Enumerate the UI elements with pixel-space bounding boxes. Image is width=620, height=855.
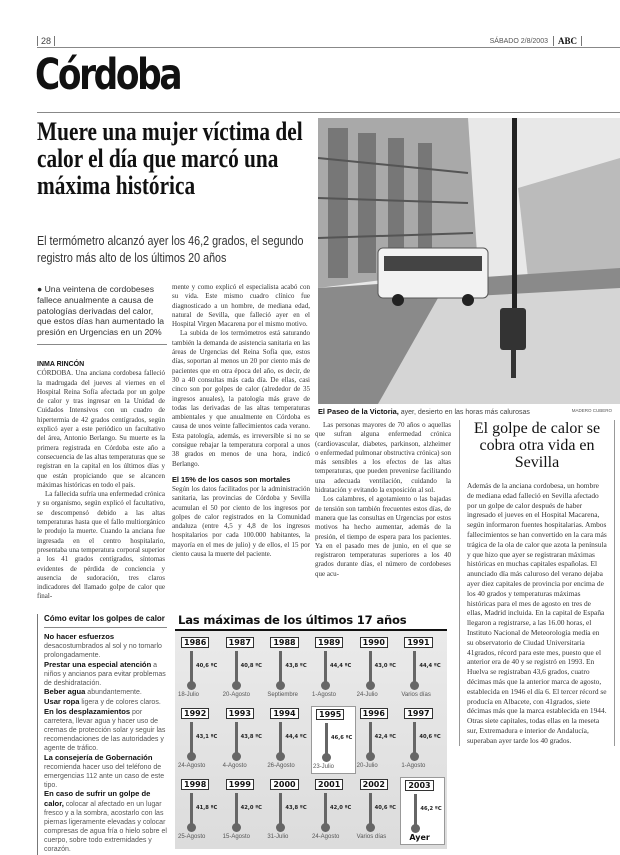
photo-image	[318, 118, 620, 404]
record-date: 24-Agosto	[312, 834, 340, 840]
year-label: 1996	[360, 708, 388, 719]
temperature-value: 44,4 ºC	[330, 663, 352, 669]
year-label: 1990	[360, 637, 388, 648]
temperature-value: 43,8 ºC	[285, 663, 307, 669]
record-date: Varios días	[401, 692, 431, 698]
temperature-value: 40,6 ºC	[196, 663, 218, 669]
thermometer-bulb	[321, 823, 330, 832]
thermometer-icon	[369, 793, 372, 825]
tips-sidebar	[37, 614, 167, 855]
thermometer-1989	[311, 635, 356, 703]
thermometer-1995	[311, 706, 356, 774]
temperature-infographic	[175, 611, 447, 849]
record-date: 20-Julio	[356, 763, 378, 769]
thermometer-1988	[266, 635, 311, 703]
year-label: 1986	[181, 637, 209, 648]
record-date: 1-Agosto	[401, 763, 426, 769]
thermometer-icon	[413, 651, 416, 683]
temperature-value: 42,4 ºC	[374, 734, 396, 740]
paragraph: Las personas mayores de 70 años o aquellas que sufran alguna enfermedad crónica (cardiovascular, diabetes, parkinson, alzheimer o enfermedad pulmonar obstructiva crónica) son más sensibles a los efectos de las altas temperaturas, que pueden prevenirse facilitando una adecuada ventilación, cuidando la hidratación y evitando la exposición al sol.	[315, 421, 451, 495]
paragraph: CÓRDOBA. Una anciana cordobesa falleció la madrugada del jueves al viernes en el Hospital Reina Sofía afectada por un golpe de calor y tras ingresar en la Unidad de Cuidados Intensivos con un cuadro de hipertermia de 42 grados centígrados, según explicó ayer a este periódico un facultativo del área, Antonio Berlango. Su muerte es la primera registrada en Córdoba este año a consecuencia de las altas temperaturas que se registran en la capital en los últimos días y que están propiciando que se alcancen máximas históricas en todo el país.	[37, 369, 165, 489]
dateline	[490, 36, 582, 46]
thermometer-icon	[235, 722, 238, 754]
thermometer-2001	[311, 777, 356, 845]
thermometer-icon	[279, 651, 282, 683]
thermometer-bulb	[410, 752, 419, 761]
section-subtitle: El 15% de los casos son mortales	[172, 474, 291, 484]
year-label: 1994	[270, 708, 298, 719]
year-label: 2001	[315, 779, 343, 790]
thermometer-1986	[177, 635, 222, 703]
record-date: Ayer	[409, 833, 430, 842]
record-date: 26-Agosto	[267, 763, 295, 769]
issue-date: SÁBADO 2/8/2003	[489, 37, 548, 45]
tip-item	[44, 708, 167, 754]
article-column-3	[315, 421, 451, 579]
thermometer-icon	[190, 651, 193, 683]
thermometer-icon	[325, 723, 328, 755]
thermometer-bulb	[321, 681, 330, 690]
thermometer-1987	[222, 635, 267, 703]
tip-item	[44, 633, 167, 661]
thermometer-icon	[235, 793, 238, 825]
temperature-value: 43,0 ºC	[374, 663, 396, 669]
tip-text: abundantemente.	[85, 689, 142, 697]
thermometer-bulb	[276, 752, 285, 761]
year-label: 1992	[181, 708, 209, 719]
year-label: 2003	[405, 780, 433, 791]
thermometer-bulb	[366, 752, 375, 761]
temperature-value: 42,0 ºC	[240, 805, 262, 811]
thermometer-icon	[279, 793, 282, 825]
tip-text: por carretera, llevar agua y hacer uso de cremas de protección solar y seguir las recomendaciones de las autoridades y agente de tráfico.	[44, 709, 166, 752]
tip-title: Beber agua	[44, 687, 86, 697]
temperature-value: 46,6 ºC	[331, 735, 353, 741]
thermometer-icon	[235, 651, 238, 683]
year-label: 1997	[404, 708, 432, 719]
thermometer-1992	[177, 706, 222, 774]
infographic-title: Las máximas de los últimos 17 años	[175, 611, 447, 631]
thermometer-bulb	[187, 823, 196, 832]
record-date: 25-Agosto	[178, 834, 206, 840]
thermometer-icon	[414, 794, 417, 826]
paragraph: Según los datos facilitados por la administración sanitaria, las provincias de Córdoba y Sevilla acumulan el 50 por ciento de los ingresos por golpes de calor registrados en la Comunidad andaluza (entre 4,5 y 4,8 de los ingresos hospitalarios por cada 100.000 habitantes, la mayoría en el mes de julio) y de ellos, el 15 por ciento causa la muerte del paciente.	[172, 484, 310, 559]
temperature-value: 41,8 ºC	[196, 805, 218, 811]
thermometer-bulb	[322, 753, 331, 762]
street-photo	[318, 118, 620, 404]
temperature-value: 43,8 ºC	[285, 805, 307, 811]
record-date: 20-Agosto	[222, 692, 251, 698]
thermometer-bulb	[232, 823, 241, 832]
thermometer-1996	[356, 706, 401, 774]
thermometer-icon	[190, 793, 193, 825]
caption-location: El Paseo de la Victoria,	[318, 407, 399, 416]
year-label: 1987	[226, 637, 254, 648]
record-date: Varios días	[356, 834, 387, 840]
tip-title: En los desplazamientos	[44, 707, 131, 717]
paragraph: mente y como explicó el especialista acabó con su vida. Este mismo cuadro clínico fue diagnosticado a un hombre, de mediana edad, natural de Sevilla, que falleció ayer en el Hospital Virgen Macarena por el mismo motivo.	[172, 283, 310, 329]
temperature-value: 44,4 ºC	[285, 734, 307, 740]
year-label: 2002	[360, 779, 388, 790]
thermometer-1993	[222, 706, 267, 774]
year-label: 1988	[270, 637, 298, 648]
tip-title: En caso de sufrir un golpe de calor,	[44, 789, 151, 809]
tip-text: a niños y ancianos para evitar problemas de deshidratación.	[44, 661, 166, 687]
thermometer-bulb	[366, 823, 375, 832]
tip-title: No hacer esfuerzos	[44, 632, 115, 641]
tip-text: ligera y de colores claros.	[79, 699, 161, 707]
paragraph: La subida de los termómetros está saturando también la demanda de asistencia sanitaria en las áreas de Urgencias del Reina Sofía que, estos días, soportan al menos un 20 por ciento más de pacientes que en otra época del año, es decir, de 30 a 40 consultas más cada día. De ellas, casi cinco son por golpes de calor (alrededor de 35 ingresos anuales), la patología más grave de todas las derivadas de las altas temperaturas ambientales y que anualmente en Córdoba es causa de unos veinte fallecimientos cada verano. Esta patología, además, es irreversible si no se consigue rebajar la temperatura corporal a unos 38 grados en menos de una hora, indicó Berlango.	[172, 329, 310, 468]
record-date: 4-Agosto	[222, 763, 247, 769]
year-label: 1989	[315, 637, 343, 648]
temperature-value: 40,6 ºC	[374, 805, 396, 811]
thermometer-1999	[222, 777, 267, 845]
record-date: Septiembre	[267, 692, 299, 698]
related-article-title: El golpe de calor se cobra otra vida en Sevilla	[473, 420, 601, 471]
record-date: 15-Agosto	[222, 834, 251, 840]
lead-summary	[37, 284, 167, 345]
thermometer-bulb	[232, 681, 241, 690]
photo-credit: MADERO CUBERO	[571, 408, 612, 413]
year-label: 1999	[226, 779, 254, 790]
thermometer-bulb	[411, 824, 420, 833]
record-date: 23-Julio	[313, 764, 335, 770]
byline: INMA RINCÓN	[37, 361, 85, 368]
record-date: 1-Agosto	[312, 692, 337, 698]
page-number: 28	[37, 36, 55, 46]
record-date: 18-Julio	[178, 692, 200, 698]
thermometer-bulb	[366, 681, 375, 690]
thermometer-icon	[324, 793, 327, 825]
thermometer-icon	[413, 722, 416, 754]
paragraph: La fallecida sufría una enfermedad crónica y su organismo, según explicó el facultativo, se descompensó debido a las altas temperaturas hasta que el fallo multiorgánico le produjo la muerte. Cuando la anciana fue ingresada en el centro hospitalario, presentaba una temperatura corporal superior a los 41 grados centígrados, síntomas evidentes de pérdida de conciencia y ausencia de sudoración, tres claros indicadores del llamado golpe de calor que final-	[37, 490, 165, 601]
sidebar-title: Cómo evitar los golpes de calor	[44, 614, 167, 628]
tip-title: Usar ropa	[44, 697, 80, 707]
thermometer-bulb	[410, 681, 419, 690]
thermometer-bulb	[232, 752, 241, 761]
thermometer-1997	[400, 706, 445, 774]
tip-item	[44, 661, 167, 689]
headline: Muere una mujer víctima del calor el día que marcó una máxima histórica	[37, 117, 303, 200]
brand-logo: ABC	[553, 36, 582, 46]
section-rule	[37, 112, 620, 113]
thermometer-icon	[324, 651, 327, 683]
temperature-value: 42,0 ºC	[330, 805, 352, 811]
thermometer-icon	[279, 722, 282, 754]
tip-text: colocar al afectado en un lugar fresco y a la sombra, acostarlo con las piernas ligeramente elevadas y colocar compresas de agua fría o hielo sobre el cuerpo, sobre todo extremidades y corazón.	[44, 801, 167, 853]
temperature-value: 43,8 ºC	[240, 734, 262, 740]
thermometer-2003	[400, 777, 445, 845]
tip-item	[44, 790, 167, 854]
thermometer-1991	[400, 635, 445, 703]
thermometer-bulb	[276, 823, 285, 832]
temperature-value: 43,1 ºC	[196, 734, 218, 740]
thermometer-1998	[177, 777, 222, 845]
record-date: 24-Julio	[356, 692, 378, 698]
bullet-icon: ●	[37, 284, 45, 294]
subheadline: El termómetro alcanzó ayer los 46,2 grados, el segundo registro más alto de los últimos 20 años	[37, 234, 304, 265]
temperature-value: 46,2 ºC	[420, 806, 442, 812]
related-article-body: Además de la anciana cordobesa, un hombre de mediana edad falleció en Sevilla afectado por un golpe de calor después de haber ingresado el jueves en el Hospital Macarena, según informaron fuentes hospitalarias. Ambos fallecimientos se han convertido en la cara más trágica de la ola de calor que azota la península y que hizo que ayer se registraran máximas históricas en muchas capitales españolas. El anunciado día más caluroso del verano dejaba ayer diez capitales de provincia por encima de los 40 grados y temperaturas máximas históricas para el mes de agosto en tres de ellas, Madrid incluida. En la capital de España llegaron a registrarse, a las 16.00 horas, el Instituto Nacional de Meteorología medía en su observatorio de Ciudad Universitaria 41grados, récord para este mes, puesto que el anterior era de 40 y se registró en 1993. En Huelva se registraban 43,6 grados, cuatro décimas más que la anterior marca de agosto, establecida en 1946 el día 6. El tercer récord se producía en Albacete, con 41grados, siete décimas más que la marca establecida en 1944. Otras siete capitales, todas ellas en la meseta sur, Extremadura e interior de Andalucía, superaban ayer tarde los 40 grados.	[467, 481, 607, 745]
year-label: 1995	[316, 709, 344, 720]
thermometer-bulb	[276, 681, 285, 690]
thermometer-icon	[190, 722, 193, 754]
section-title: Córdoba	[35, 50, 181, 100]
paragraph: Los calambres, el agotamiento o las bajadas de tensión son también frecuentes estos días, de manera que las consultas en Urgencias por estos motivos ha hecho aumentar, además de la presión, el tiempo de espera para los pacientes. Ya en el pasado mes de junio, en el que se registraron temperaturas superiores a los 40 grados durante días, el número de cordobeses que acu-	[315, 495, 451, 578]
tip-title: La consejería de Gobernación	[44, 752, 153, 762]
record-date: 31-Julio	[267, 834, 289, 840]
thermometer-bulb	[187, 752, 196, 761]
related-article	[459, 420, 615, 746]
thermometer-2000	[266, 777, 311, 845]
article-column-2	[172, 283, 310, 559]
tip-text: desacostumbrados al sol y no tomarlo prolongadamente.	[44, 642, 162, 659]
tip-item	[44, 754, 167, 791]
temperature-value: 40,8 ºC	[240, 663, 262, 669]
thermometer-1990	[356, 635, 401, 703]
article-column-1	[37, 360, 165, 602]
photo-caption	[318, 407, 558, 416]
caption-text: ayer, desierto en las horas más calurosas	[398, 409, 530, 416]
thermometer-bulb	[187, 681, 196, 690]
tip-title: Prestar una especial atención	[44, 659, 152, 669]
thermometer-1994	[266, 706, 311, 774]
temperature-value: 40,6 ºC	[419, 734, 441, 740]
year-label: 1993	[226, 708, 254, 719]
thermometer-icon	[369, 651, 372, 683]
tip-text: recomienda hacer uso del teléfono de emergencias 112 ante un caso de este tipo.	[44, 763, 165, 789]
temperature-value: 44,4 ºC	[419, 663, 441, 669]
record-date: 24-Agosto	[178, 763, 206, 769]
year-label: 1991	[404, 637, 432, 648]
header-rule	[37, 47, 620, 48]
thermometer-grid	[175, 631, 447, 849]
lead-text: Una veintena de cordobeses fallece anualmente a causa de patologías derivadas del calor, que estos días han aumentado la presión en Urgencias en un 20%	[37, 284, 165, 338]
year-label: 2000	[270, 779, 298, 790]
year-label: 1998	[181, 779, 209, 790]
thermometer-icon	[369, 722, 372, 754]
thermometer-2002	[356, 777, 401, 845]
